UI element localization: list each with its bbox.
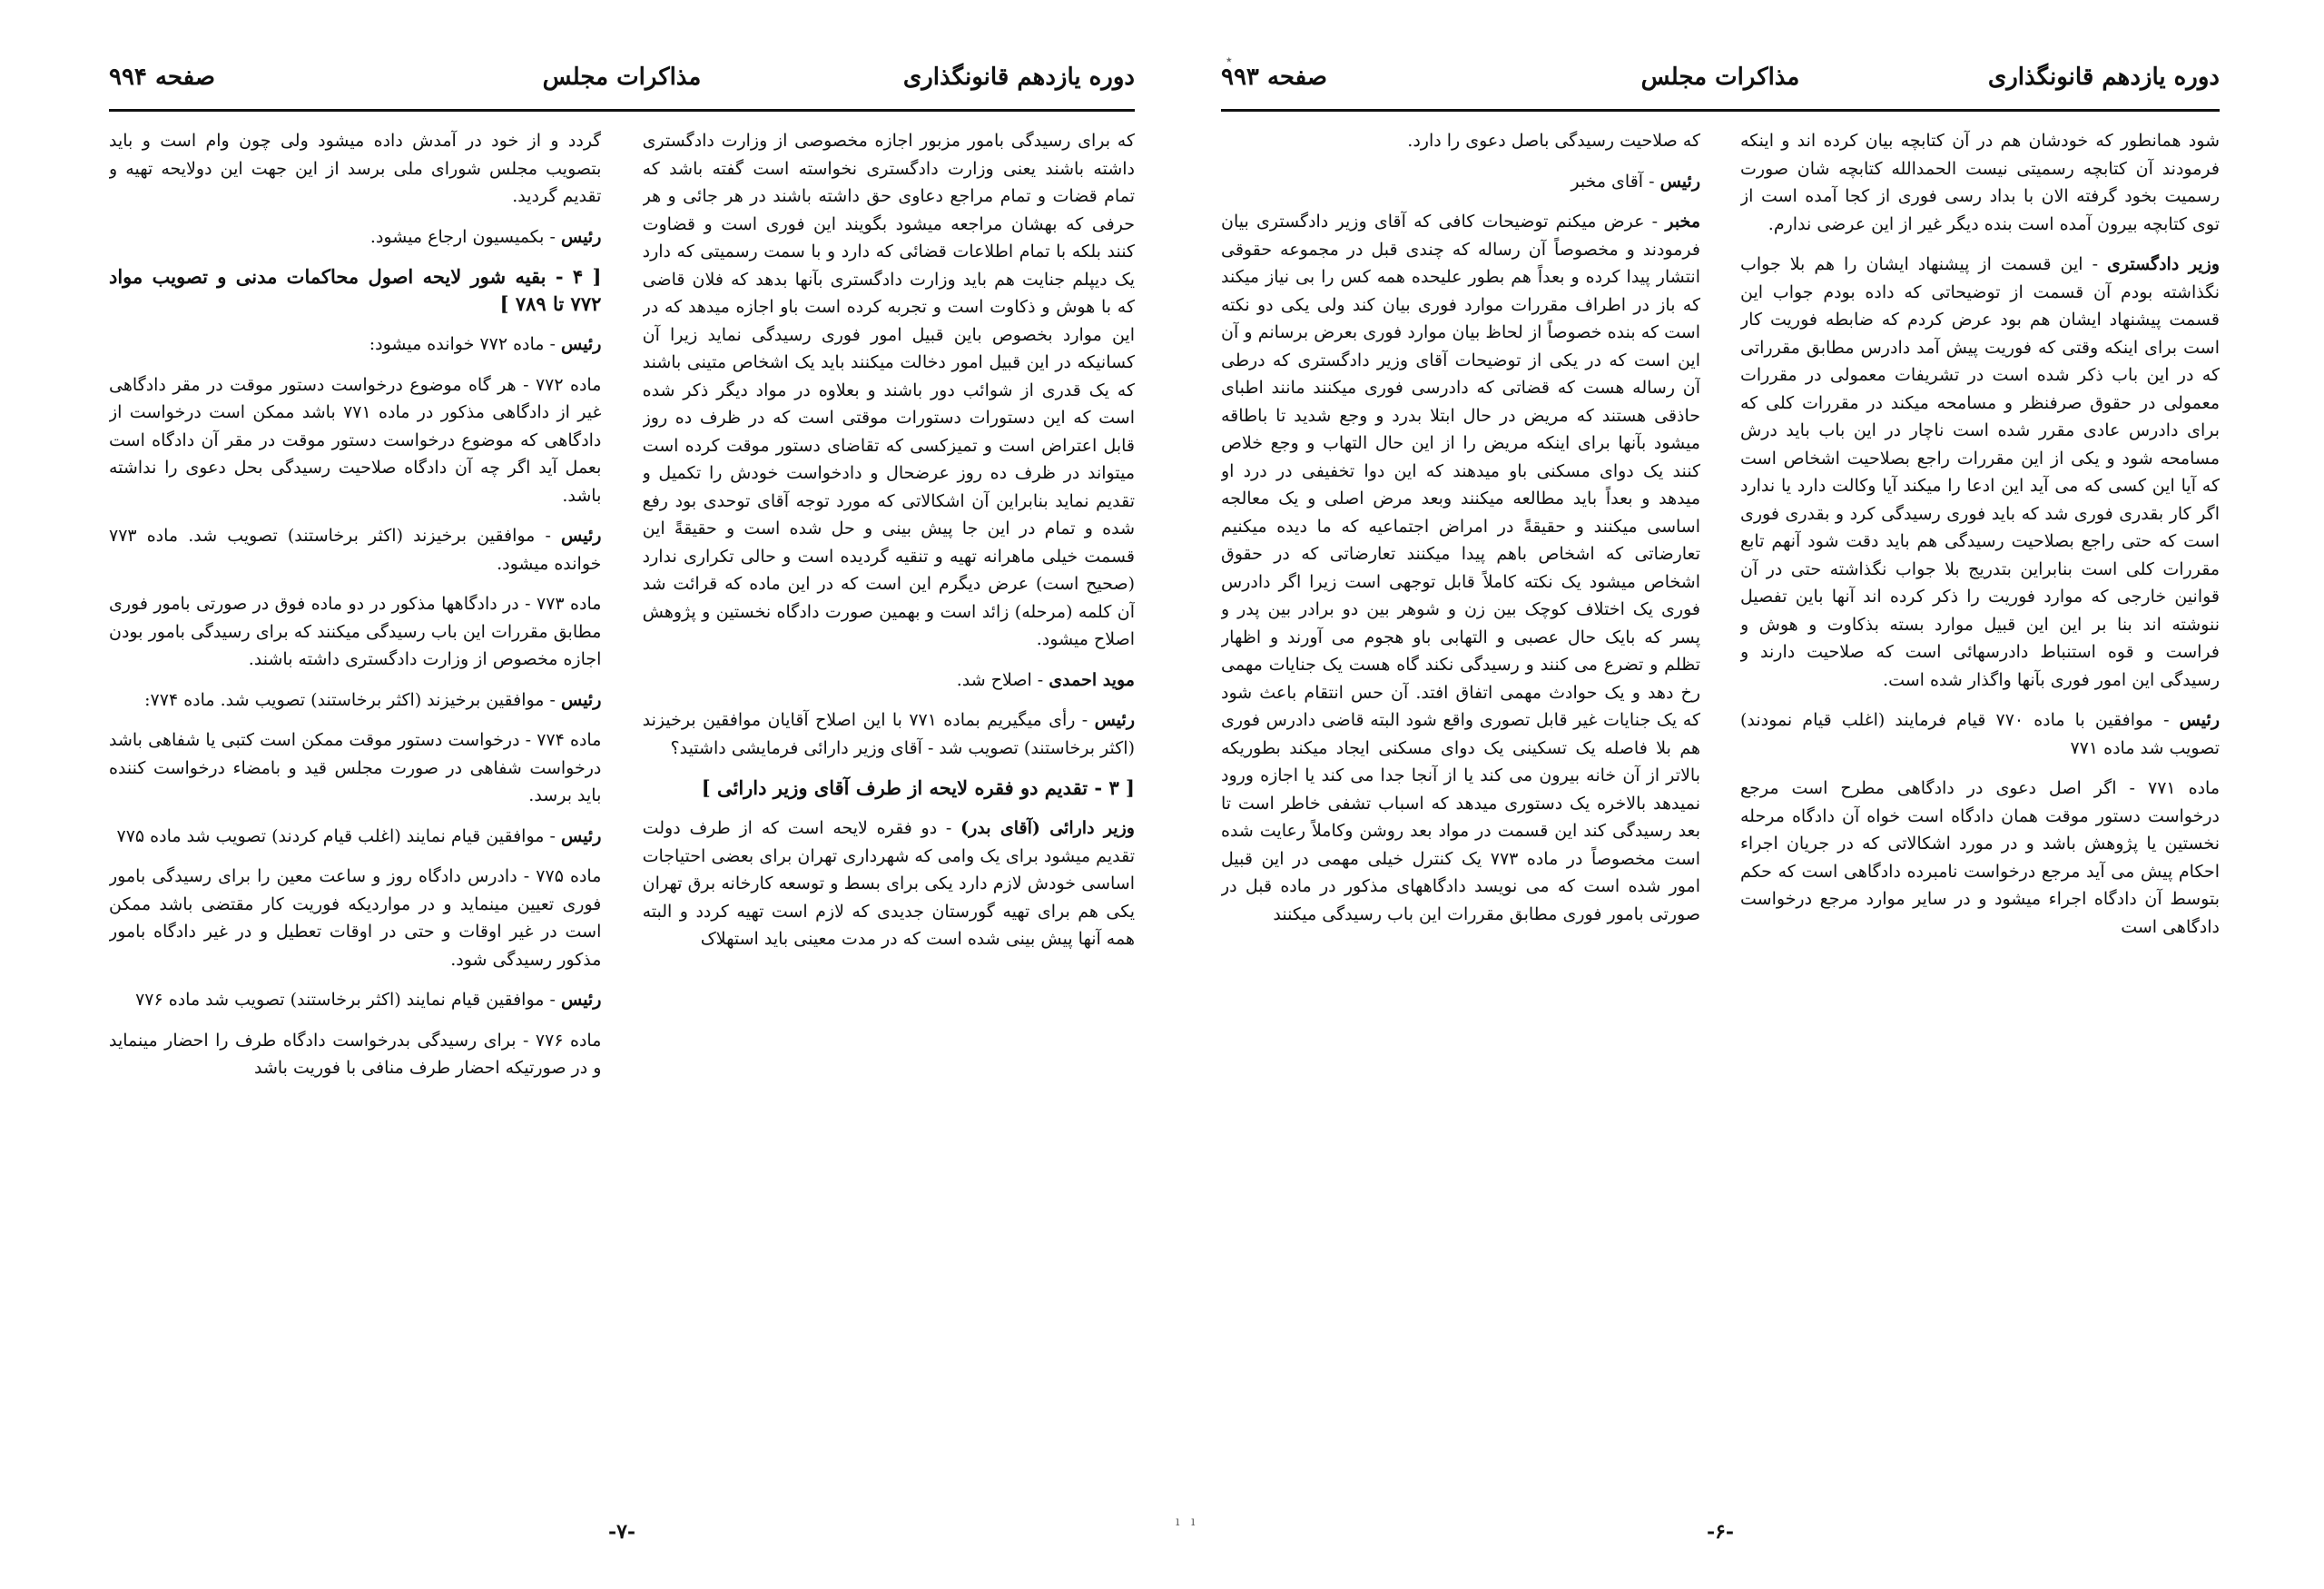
speech-text: - آقای مخبر xyxy=(1571,171,1655,192)
speech-text: - دو فقره لایحه است که از طرف دولت تقدیم میشود برای یک وامی که شهرداری تهران برای بعضی احتیاجات اساسی خودش لازم دارد یکی برای بسط و توسعه کارخانه برق تهران یکی هم برای تهیه گورستان جدیدی که لازم است تهیه کردد و البته همه آنها پیش بینی شده است که در مدت معینی باید استهلاک xyxy=(642,818,1135,949)
speaker-name: وزیر دادگستری xyxy=(2107,254,2220,274)
speaker-name: رئیس xyxy=(560,226,602,247)
running-header xyxy=(1221,54,2220,112)
speech-text: - موافقین قیام نمایند (اغلب قیام کردند) تصویب شد ماده ۷۷۵ xyxy=(116,825,556,846)
paragraph: شود همانطور که خودشان هم در آن کتابچه بیان کرده اند و اینکه فرمودند آن کتابچه رسمیتی نیست الحمدالله کتابچه شان صورت رسمیت بخود گرفته الان با بداد رسی فوری از کجا آمده است از توی کتابچه بیرون آمده است بنده دیگر غیر از این عرضی ندارم. xyxy=(1740,131,2220,234)
speech-text: - موافقین برخیزند (اکثر برخاستند) تصویب شد. ماده ۷۷۴: xyxy=(144,689,556,710)
article-text: ماده ۷۷۳ - در دادگاهها مذکور در دو ماده فوق در صورتی بامور فوری مطابق مقررات این باب رسیدگی میکنند که برای رسیدگی بامور بودن اجازه مخصوص از وزارت دادگستری داشته باشند. xyxy=(109,594,602,669)
paragraph xyxy=(109,686,601,715)
paragraph: که صلاحیت رسیدگی باصل دعوی را دارد. xyxy=(1407,131,1700,151)
speaker-name: رئیس xyxy=(1094,710,1135,730)
page-columns xyxy=(1221,127,2220,1507)
header-series: دوره یازدهم قانونگذاری xyxy=(902,64,1135,91)
paragraph xyxy=(1221,168,1700,196)
column-right xyxy=(1740,127,2220,1507)
speaker-name: رئیس xyxy=(1659,171,1700,192)
paragraph xyxy=(109,522,601,577)
header-title: مذاکرات مجلس xyxy=(1640,64,1800,91)
scan-mark: ٭ xyxy=(1226,53,1233,67)
column-left xyxy=(109,127,601,1507)
article-text: ماده ۷۷۶ - برای رسیدگی بدرخواست دادگاه طرف را احضار مینماید و در صورتیکه احضار طرف منافی با فوریت باشد xyxy=(109,1030,602,1078)
paragraph xyxy=(643,666,1135,695)
paragraph xyxy=(643,814,1135,953)
paragraph xyxy=(1221,208,1700,928)
paragraph xyxy=(109,823,601,851)
folio-number: -۷- xyxy=(607,1520,636,1544)
speaker-name: وزیر دارائی (آقای بدر) xyxy=(960,818,1135,838)
page-993 xyxy=(1221,54,2220,1544)
scan-mark: ı xyxy=(1176,1515,1180,1529)
speech-text: - عرض میکنم توضیحات کافی که آقای وزیر دادگستری بیان فرمودند و مخصوصاً آن رساله که چندی قبل در مجموعه حقوقی انتشار پیدا کرده و بعداً هم بطور علیحده همه کس را بی نیاز میکند که باز در اطراف مقررات موارد فوری بیان کند ولی یکی دو نکته است که بنده خصوصاً از لحاظ بیان موارد فوری بعرض برسانم و آن این است که در یکی از توضیحات آقای وزیر دادگستری که درطی آن رساله هست که قضاتی که دادرسی فوری میکنند مانند اطبای حاذقی هستند که مریض در حال ابتلا بدرد و وجع شدید تا باطاقه میشود بآنها برای اینکه مریض را از این حال التهاب و وجع خلاص کنند یک دوای مسکنی باو میدهند که این دوا تخفیفی در درد او میدهد و بعداً باید مطالعه میکنند وبعد مرض اصلی و یک معالجه اساسی میکنند و حقیقةً در امراض اجتماعیه که ما دیده میکنیم تعارضاتی که اشخاص باهم پیدا میکنند تعارضاتی که در حقوق اشخاص میشود یک نکته کاملاً قابل توجهی است زیرا اگر دادرس فوری یک اختلاف کوچک بین زن و شوهر بین دو برادر بین پدر و پسر که بایک حال عصبی و التهابی باو هجوم می آورند و اظهار تظلم و تضرع می کنند و رسیدگی نکند گاه هست یک جنایات مهمی رخ دهد و یک حوادث مهمی اتفاق افتد. آن حس انتقام باعث شود که یک جنایات غیر قابل تصوری واقع شود البته قاضی دادرس فوری هم بلا فاصله یک تسکینی یک دوای مسکنی ایجاد میکند بطوریکه بالاتر از آن خانه بیرون می کند یا از آنجا جدا می کند یا اجازه ورود نمیدهد بالاخره یک دستوری میدهد که اسباب تشفی خاطر است تا بعد رسیدگی کند این قسمت در مواد بعد روشن وکاملاً رعایت شده است مخصوصاً در ماده ۷۷۳ یک کنترل خیلی مهمی در این قبیل امور شده است که می نویسد دادگاههای مذکور در ماده قبل در صورتی بامور فوری مطابق مقررات این باب رسیدگی میکنند xyxy=(1221,212,1700,924)
speech-text: - این قسمت از پیشنهاد ایشان را هم بلا جواب نگذاشته بودم آن قسمت از توضیحاتی که داده بودم جواب این قسمت پیشنهاد ایشان هم بود عرض کردم که ضابطه فوریت کار است برای اینکه وقتی که فوریت پیش آمد دادرس مطابق مقرراتی که در این باب ذکر شده است در تشریفات معمولی در مقررات معمولی در حقوق صرفنظر و مسامحه میکند در مقررات کلی که برای دادرس عادی مقرر شده است ناچار در این باب باید درش مسامحه شود و یکی از این مقررات راجع بصلاحیت اشخاص است که آیا این کسی که می آید این ادعا را میکند آیا وکالت دارد یا ندارد اگر کار بقدری فوری شد که باید فوری رسیدگی کرد و بقدری فوری است که حتی راجع بصلاحیت رسیدگی هم باید دقت شود آنهم تابع مقررات کلی است بنابراین بتدریج بلا جواب نگذاشته حتی در آن قوانین خارجی که موارد فوریت را ذکر کرده اند آنها باین تفصیل ننوشته اند بنا بر این این قبیل موارد بسته بذکاوت و هوش و فراست و قوه استنباط دادرسهائی است که صلاحیت دارند و رسیدگی این امور فوری بآنها واگذار شده است. xyxy=(1740,254,2220,690)
speech-text: - بکمیسیون ارجاع میشود. xyxy=(369,226,556,247)
speaker-name: رئیس xyxy=(560,526,602,546)
article-text: ماده ۷۷۲ - هر گاه موضوع درخواست دستور موقت در مقر دادگاهی غیر از دادگاهی مذکور در ماده ۷۷۱ باشد ممکن است درخواست از دادگاهی که موضوع درخواست دستور موقت در مقر آن دادگاه است بعمل آید اگر چه آن دادگاه صلاحیت رسیدگی بحل دعوی را نداشته باشد. xyxy=(109,374,602,506)
article-text: ماده ۷۷۴ - درخواست دستور موقت ممکن است کتبی یا شفاهی باشد درخواست شفاهی در صورت مجلس قید و بامضاء درخواست کننده باید برسد. xyxy=(109,730,602,805)
paragraph xyxy=(643,706,1135,762)
page-columns xyxy=(109,127,1135,1507)
paragraph xyxy=(1740,251,2220,694)
header-series: دوره یازدهم قانونگذاری xyxy=(1987,64,2220,91)
paragraph xyxy=(109,331,601,359)
scan-mark: ı xyxy=(1191,1515,1196,1529)
speech-text: - رأی میگیریم بماده ۷۷۱ با این اصلاح آقایان موافقین برخیزند (اکثر برخاستند) تصویب شد - آقای وزیر دارائی فرمایشی داشتید؟ xyxy=(642,710,1135,758)
speech-text: - اصلاح شد. xyxy=(956,669,1044,690)
speech-text: - موافقین با ماده ۷۷۰ قیام فرمایند (اغلب قیام نمودند) تصویب شد ماده ۷۷۱ xyxy=(1740,710,2220,758)
speech-text: - ماده ۷۷۲ خوانده میشود: xyxy=(369,334,556,354)
article-text: ماده ۷۷۱ - اگر اصل دعوی در دادگاهی مطرح است مرجع درخواست دستور موقت همان دادگاه است خواه آن دادگاه مرحله نخستین یا پژوهش باشد و در مورد اشکالاتی که در جریان اجراء احکام پیش می آید مرجع درخواست نامبرده دادگاهی است که حکم بتوسط آن دادگاه اجراء میشود و در سایر موارد مرجع درخواست دادگاهی است xyxy=(1740,778,2220,937)
speaker-name: رئیس xyxy=(560,825,602,846)
section-heading: [ ۳ - تقدیم دو فقره لایحه از طرف آقای وزیر دارائی ] xyxy=(701,776,1135,799)
page-994 xyxy=(109,54,1135,1544)
speaker-name: رئیس xyxy=(560,689,602,710)
header-page-number: صفحه ۹۹۴ xyxy=(109,64,215,91)
header-page-number: صفحه ۹۹۳ xyxy=(1221,64,1327,91)
speaker-name: رئیس xyxy=(560,334,602,354)
header-title: مذاکرات مجلس xyxy=(542,64,702,91)
paragraph: که برای رسیدگی بامور مزبور اجازه مخصوصی از وزارت دادگستری داشته باشند یعنی وزارت دادگستری نخواسته است گفته باشد که تمام قضات و تمام مراجع دعاوی حق داشته باشند در هر جائی و هر حرفی که بهشان مراجعه میشود بگویند این فوری است و قضاوت کنند بلکه با تمام اطلاعات قضائی که دارد و با سمت رسمیتی که دارد یک دیپلم جنایت هم باید وزارت دادگستری بآنها بدهد که فلان قاضی که با هوش و ذکاوت است و تجربه کرده است باو اجازه میدهد که در این موارد بخصوص باین قبیل امور فوری رسیدگی نماید زیرا آن کسانیکه در این قبیل امور دخالت میکنند باید یک اشخاص متینی باشند که یک قدری از شوائب دور باشند و بعلاوه در مواد دیگر ذکر شده است که این دستورات دستورات موقتی است که در ظرف ده روز قابل اعتراض است و تمیزکسی که تقاضای دستور موقت کرده است میتواند در ظرف ده روز عرضحال و دادخواست خودش را تکمیل و تقدیم نماید بنابراین آن اشکالاتی که مورد توجه آقای توحدی بود رفع شده و تمام در این جا پیش بینی و حل شده است و حقیقةً این قسمت خیلی ماهرانه تهیه و تنقیه گردیده است و حالی تکراری ندارد (صحیح است) عرض دیگرم این است که در این ماده که قرائت شد آن کلمه (مرحله) زائد است و بهمین صورت دادگاه نخستین و پژوهش اصلاح میشود. xyxy=(642,131,1135,649)
article-text: ماده ۷۷۵ - دادرس دادگاه روز و ساعت معین را برای رسیدگی بامور فوری تعیین مینماید و در مواردیکه فوریت کار مقتضی باشد ممکن است در غیر اوقات و حتی در اوقات تعطیل و در غیر دادگاه بامور مذکور رسیدگی شود. xyxy=(109,866,602,970)
speaker-name: رئیس xyxy=(2179,710,2220,730)
section-heading: [ ۴ - بقیه شور لایحه اصول محاکمات مدنی و تصویب مواد ۷۷۲ تا ۷۸۹ ] xyxy=(109,265,602,315)
speech-text: - موافقین قیام نمایند (اکثر برخاستند) تصویب شد ماده ۷۷۶ xyxy=(135,990,556,1010)
folio-number: -۶- xyxy=(1706,1520,1735,1544)
paragraph xyxy=(1740,706,2220,762)
column-right xyxy=(643,127,1135,1507)
speaker-name: مخبر xyxy=(1665,212,1700,232)
paragraph xyxy=(109,986,601,1014)
paragraph xyxy=(109,223,601,252)
speaker-name: رئیس xyxy=(560,990,602,1010)
running-header xyxy=(109,54,1135,112)
speech-text: - موافقین برخیزند (اکثر برخاستند) تصویب شد. ماده ۷۷۳ خوانده میشود. xyxy=(109,526,602,574)
paragraph: گردد و از خود در آمدش داده میشود ولی چون وام است و باید بتصویب مجلس شورای ملی برسد از این جهت این دولایحه تهیه و تقدیم گردید. xyxy=(109,131,602,206)
speaker-name: موید احمدی xyxy=(1049,669,1135,690)
column-left xyxy=(1221,127,1700,1507)
